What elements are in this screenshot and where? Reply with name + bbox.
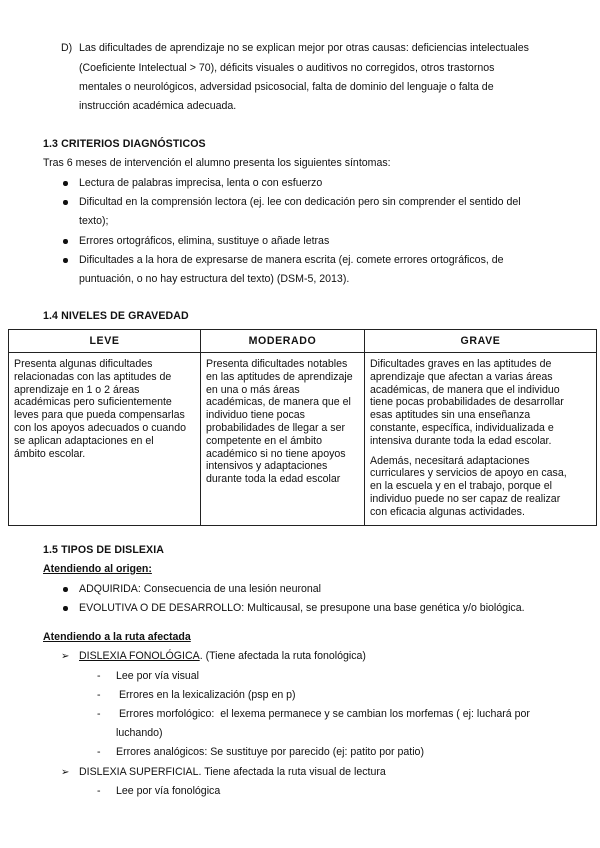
col-leve: LEVE	[9, 330, 201, 353]
cell-line: con eficacia algunas actividades.	[370, 505, 525, 518]
superficial-rest: . Tiene afectada la ruta visual de lectura	[198, 766, 386, 778]
cell-line: Dificultades graves en las aptitudes de	[370, 358, 552, 370]
dash: -	[97, 785, 101, 797]
cell-line: académico si no tiene apoyos	[206, 447, 346, 460]
superficial-title: DISLEXIA SUPERFICIAL	[79, 766, 199, 778]
bullet-dot	[63, 587, 68, 592]
cell-line: individuo puede no ser capaz de realizar	[370, 492, 561, 505]
cell-line: académicas, de manera que el individuo	[370, 383, 560, 396]
fonologica-sub-2: Errores en la lexicalización (psp en p)	[116, 689, 296, 701]
item-d-marker: D)	[61, 42, 73, 54]
criterio-4-line-2: puntuación, o no hay estructura del texto) (DSM-5, 2013).	[79, 273, 350, 285]
superficial-line	[79, 763, 386, 782]
cell-line: Presenta algunas dificultades	[14, 358, 153, 370]
cell-line: Presenta dificultades notables	[206, 358, 348, 370]
cell-line: en las aptitudes de aprendizaje	[206, 370, 353, 383]
dash: -	[97, 689, 101, 701]
table-row	[9, 353, 597, 526]
cell-line: intensiva durante toda la edad escolar.	[370, 434, 552, 447]
cell-line: curriculares y servicios de apoyo en casa,	[370, 467, 567, 480]
cell-line: durante toda la edad escolar	[206, 473, 341, 486]
bullet-dot	[63, 200, 68, 205]
cell-line: en una o más áreas	[206, 383, 300, 396]
cell-line: probabilidades de llegar a ser	[206, 421, 345, 434]
fonologica-sub-3-line-2: luchando)	[116, 727, 163, 739]
criterio-4-line-1: Dificultades a la hora de expresarse de manera escrita (ej. comete errores ortográficos, de	[79, 254, 504, 266]
item-d-line-1: Las dificultades de aprendizaje no se explican mejor por otras causas: deficiencias intelectuales	[79, 42, 529, 54]
cell-line: académicas, de manera que el	[206, 396, 351, 409]
fonologica-sub-3-line-1: Errores morfológico: el lexema permanece y se cambian los morfemas ( ej: luchará por	[116, 708, 530, 720]
cell-line: constante, específica, individualizada e	[370, 421, 554, 434]
fonologica-line	[79, 647, 366, 666]
bullet-dot	[63, 258, 68, 263]
superficial-sub-1: Lee por vía fonológica	[116, 785, 221, 797]
origen-adquirida: ADQUIRIDA: Consecuencia de una lesión neuronal	[79, 583, 322, 595]
cell-line: relacionadas con las aptitudes de	[14, 370, 172, 383]
dash: -	[97, 670, 101, 682]
origen-label: Atendiendo al origen:	[43, 563, 152, 575]
dash: -	[97, 746, 101, 758]
cell-line: intensivos y adaptaciones	[206, 460, 328, 473]
dash: -	[97, 708, 101, 720]
bullet-dot	[63, 606, 68, 611]
table-header-row	[9, 330, 597, 353]
cell-grave	[365, 353, 597, 526]
ruta-label: Atendiendo a la ruta afectada	[43, 631, 191, 643]
cell-moderado	[201, 353, 365, 526]
fonologica-sub-1: Lee por vía visual	[116, 670, 200, 682]
item-d-line-3: mentales o neurológicos, adversidad psicosocial, falta de dominio del lenguaje o falta de	[79, 81, 494, 93]
cell-line: aprendizaje en 1 o 2 áreas	[14, 383, 140, 396]
col-grave: GRAVE	[365, 330, 597, 353]
arrow-bullet-icon: ➢	[61, 651, 70, 662]
severity-table	[8, 329, 597, 526]
item-d-line-4: instrucción académica adecuada.	[79, 100, 237, 112]
cell-line: individuo tiene pocas	[206, 409, 305, 422]
bullet-dot	[63, 239, 68, 244]
cell-line: aprendizaje que afectan a varias áreas	[370, 370, 553, 383]
bullet-dot	[63, 181, 68, 186]
cell-line: ámbito escolar.	[14, 447, 86, 460]
cell-line: esas aptitudes sin una enseñanza	[370, 409, 531, 422]
arrow-bullet-icon: ➢	[61, 767, 70, 778]
fonologica-sub-4: Errores analógicos: Se sustituye por parecido (ej: patito por patio)	[116, 746, 424, 758]
criterio-1: Lectura de palabras imprecisa, lenta o con esfuerzo	[79, 177, 323, 189]
cell-line: competente en el ámbito	[206, 434, 323, 447]
tipos-heading: 1.5 TIPOS DE DISLEXIA	[43, 544, 165, 556]
col-moderado: MODERADO	[201, 330, 365, 353]
criterio-2-line-1: Dificultad en la comprensión lectora (ej. lee con dedicación pero sin comprender el sentido del	[79, 196, 521, 208]
cell-line: Además, necesitará adaptaciones	[370, 454, 530, 467]
cell-line: con los apoyos adecuados o cuando	[14, 421, 186, 434]
cell-leve	[9, 353, 201, 526]
fonologica-title: DISLEXIA FONOLÓGICA	[79, 650, 200, 662]
criterio-3: Errores ortográficos, elimina, sustituye o añade letras	[79, 235, 330, 247]
cell-line: leves para que pueda compensarlas	[14, 409, 185, 422]
cell-line: tiene pocas probabilidades de desarrollar	[370, 396, 564, 409]
origen-evolutiva: EVOLUTIVA O DE DESARROLLO: Multicausal, se presupone una base genética y/o biológica.	[79, 602, 525, 614]
cell-line: en la escuela y en el trabajo, porque el	[370, 480, 552, 493]
cell-line: académicas pero suficientemente	[14, 396, 172, 409]
item-d-line-2: (Coeficiente Intelectual > 70), déficits visuales o auditivos no corregidos, otros trastornos	[79, 62, 495, 74]
cell-line: se aplican adaptaciones en el	[14, 434, 154, 447]
criterio-2-line-2: texto);	[79, 215, 109, 227]
niveles-heading: 1.4 NIVELES DE GRAVEDAD	[43, 310, 189, 322]
fonologica-rest: . (Tiene afectada la ruta fonológica)	[199, 650, 366, 662]
criterios-heading: 1.3 CRITERIOS DIAGNÓSTICOS	[43, 138, 206, 150]
criterios-intro: Tras 6 meses de intervención el alumno presenta los siguientes síntomas:	[43, 157, 391, 169]
